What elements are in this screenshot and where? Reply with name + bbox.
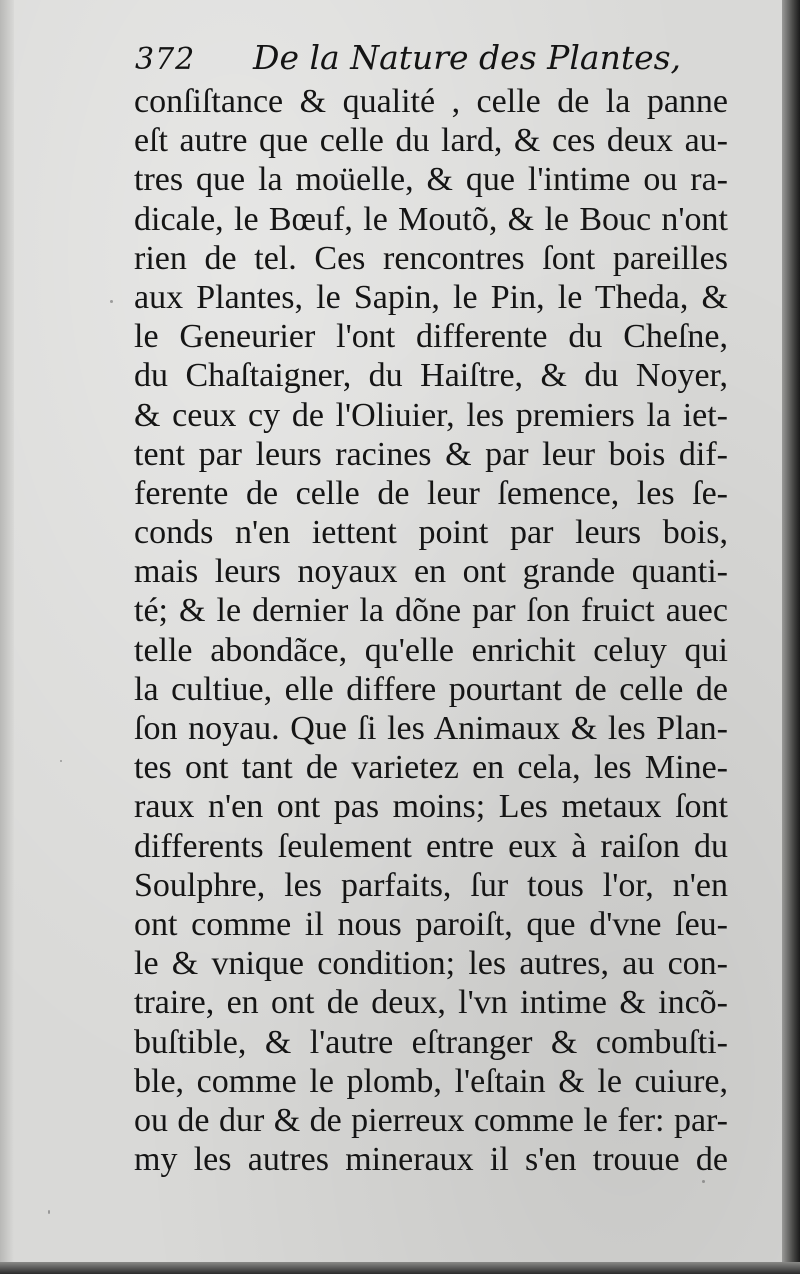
paper-speck — [702, 1180, 705, 1183]
text-line: conſiſtance & qualité , celle de la panne — [134, 83, 728, 120]
text-line: du Chaſtaigner, du Haiſtre, & du Noyer, — [134, 357, 728, 395]
text-line: tent par leurs racines & par leur bois dif- — [134, 435, 728, 473]
text-line: telle abondãce, qu'elle enrichit celuy qui — [134, 631, 728, 669]
text-line: té; & le dernier la dõne par ſon fruict auec — [134, 592, 728, 630]
text-line: dicale, le Bœuf, le Moutõ, & le Bouc n'ont — [134, 200, 728, 238]
text-line: my les autres mineraux il s'en trouue de — [134, 1141, 728, 1179]
text-line: traire, en ont de deux, l'vn intime & incõ- — [134, 984, 728, 1022]
text-line: mais leurs noyaux en ont grande quanti- — [134, 553, 728, 591]
text-line: tes ont tant de varietez en cela, les Mine- — [134, 749, 728, 787]
text-line: ou de dur & de pierreux comme le fer: par- — [134, 1101, 728, 1139]
text-line: & ceux cy de l'Oliuier, les premiers la iet- — [134, 396, 728, 434]
body-text — [134, 82, 734, 1179]
text-line: eſt autre que celle du lard, & ces deux au- — [134, 122, 728, 160]
text-line: conds n'en iettent point par leurs bois, — [134, 514, 728, 552]
text-line: ont comme il nous paroiſt, que d'vne ſeu- — [134, 905, 728, 943]
paper-speck — [60, 760, 62, 762]
text-line: ferente de celle de leur ſemence, les ſe- — [134, 474, 728, 512]
text-line: le & vnique condition; les autres, au con- — [134, 945, 728, 983]
page-right-edge — [782, 0, 800, 1274]
text-line: le Geneurier l'ont differente du Cheſne, — [134, 318, 728, 356]
page-header — [135, 38, 695, 88]
text-line: aux Plantes, le Sapin, le Pin, le Theda, & — [134, 278, 728, 316]
page-number: 372 — [135, 42, 196, 77]
text-line: la cultiue, elle differe pourtant de celle de — [134, 670, 728, 708]
text-line: buſtible, & l'autre eſtranger & combuſti- — [134, 1023, 728, 1061]
text-line: Soulphre, les parfaits, ſur tous l'or, n'en — [134, 866, 728, 904]
text-line: raux n'en ont pas moins; Les metaux ſont — [134, 788, 728, 826]
running-title: De la Nature des Plantes, — [253, 38, 682, 77]
page-left-edge — [0, 0, 14, 1262]
text-line: rien de tel. Ces rencontres ſont pareilles — [134, 239, 728, 277]
page-bottom-edge — [0, 1262, 800, 1274]
text-line: ſon noyau. Que ſi les Animaux & les Plan- — [134, 710, 728, 747]
paper-speck — [48, 1210, 50, 1214]
text-line: differents ſeulement entre eux à raiſon du — [134, 827, 728, 865]
paper-speck — [110, 300, 113, 303]
text-line: ble, comme le plomb, l'eſtain & le cuiure, — [134, 1062, 728, 1100]
text-line: tres que la moüelle, & que l'intime ou ra- — [134, 161, 728, 199]
